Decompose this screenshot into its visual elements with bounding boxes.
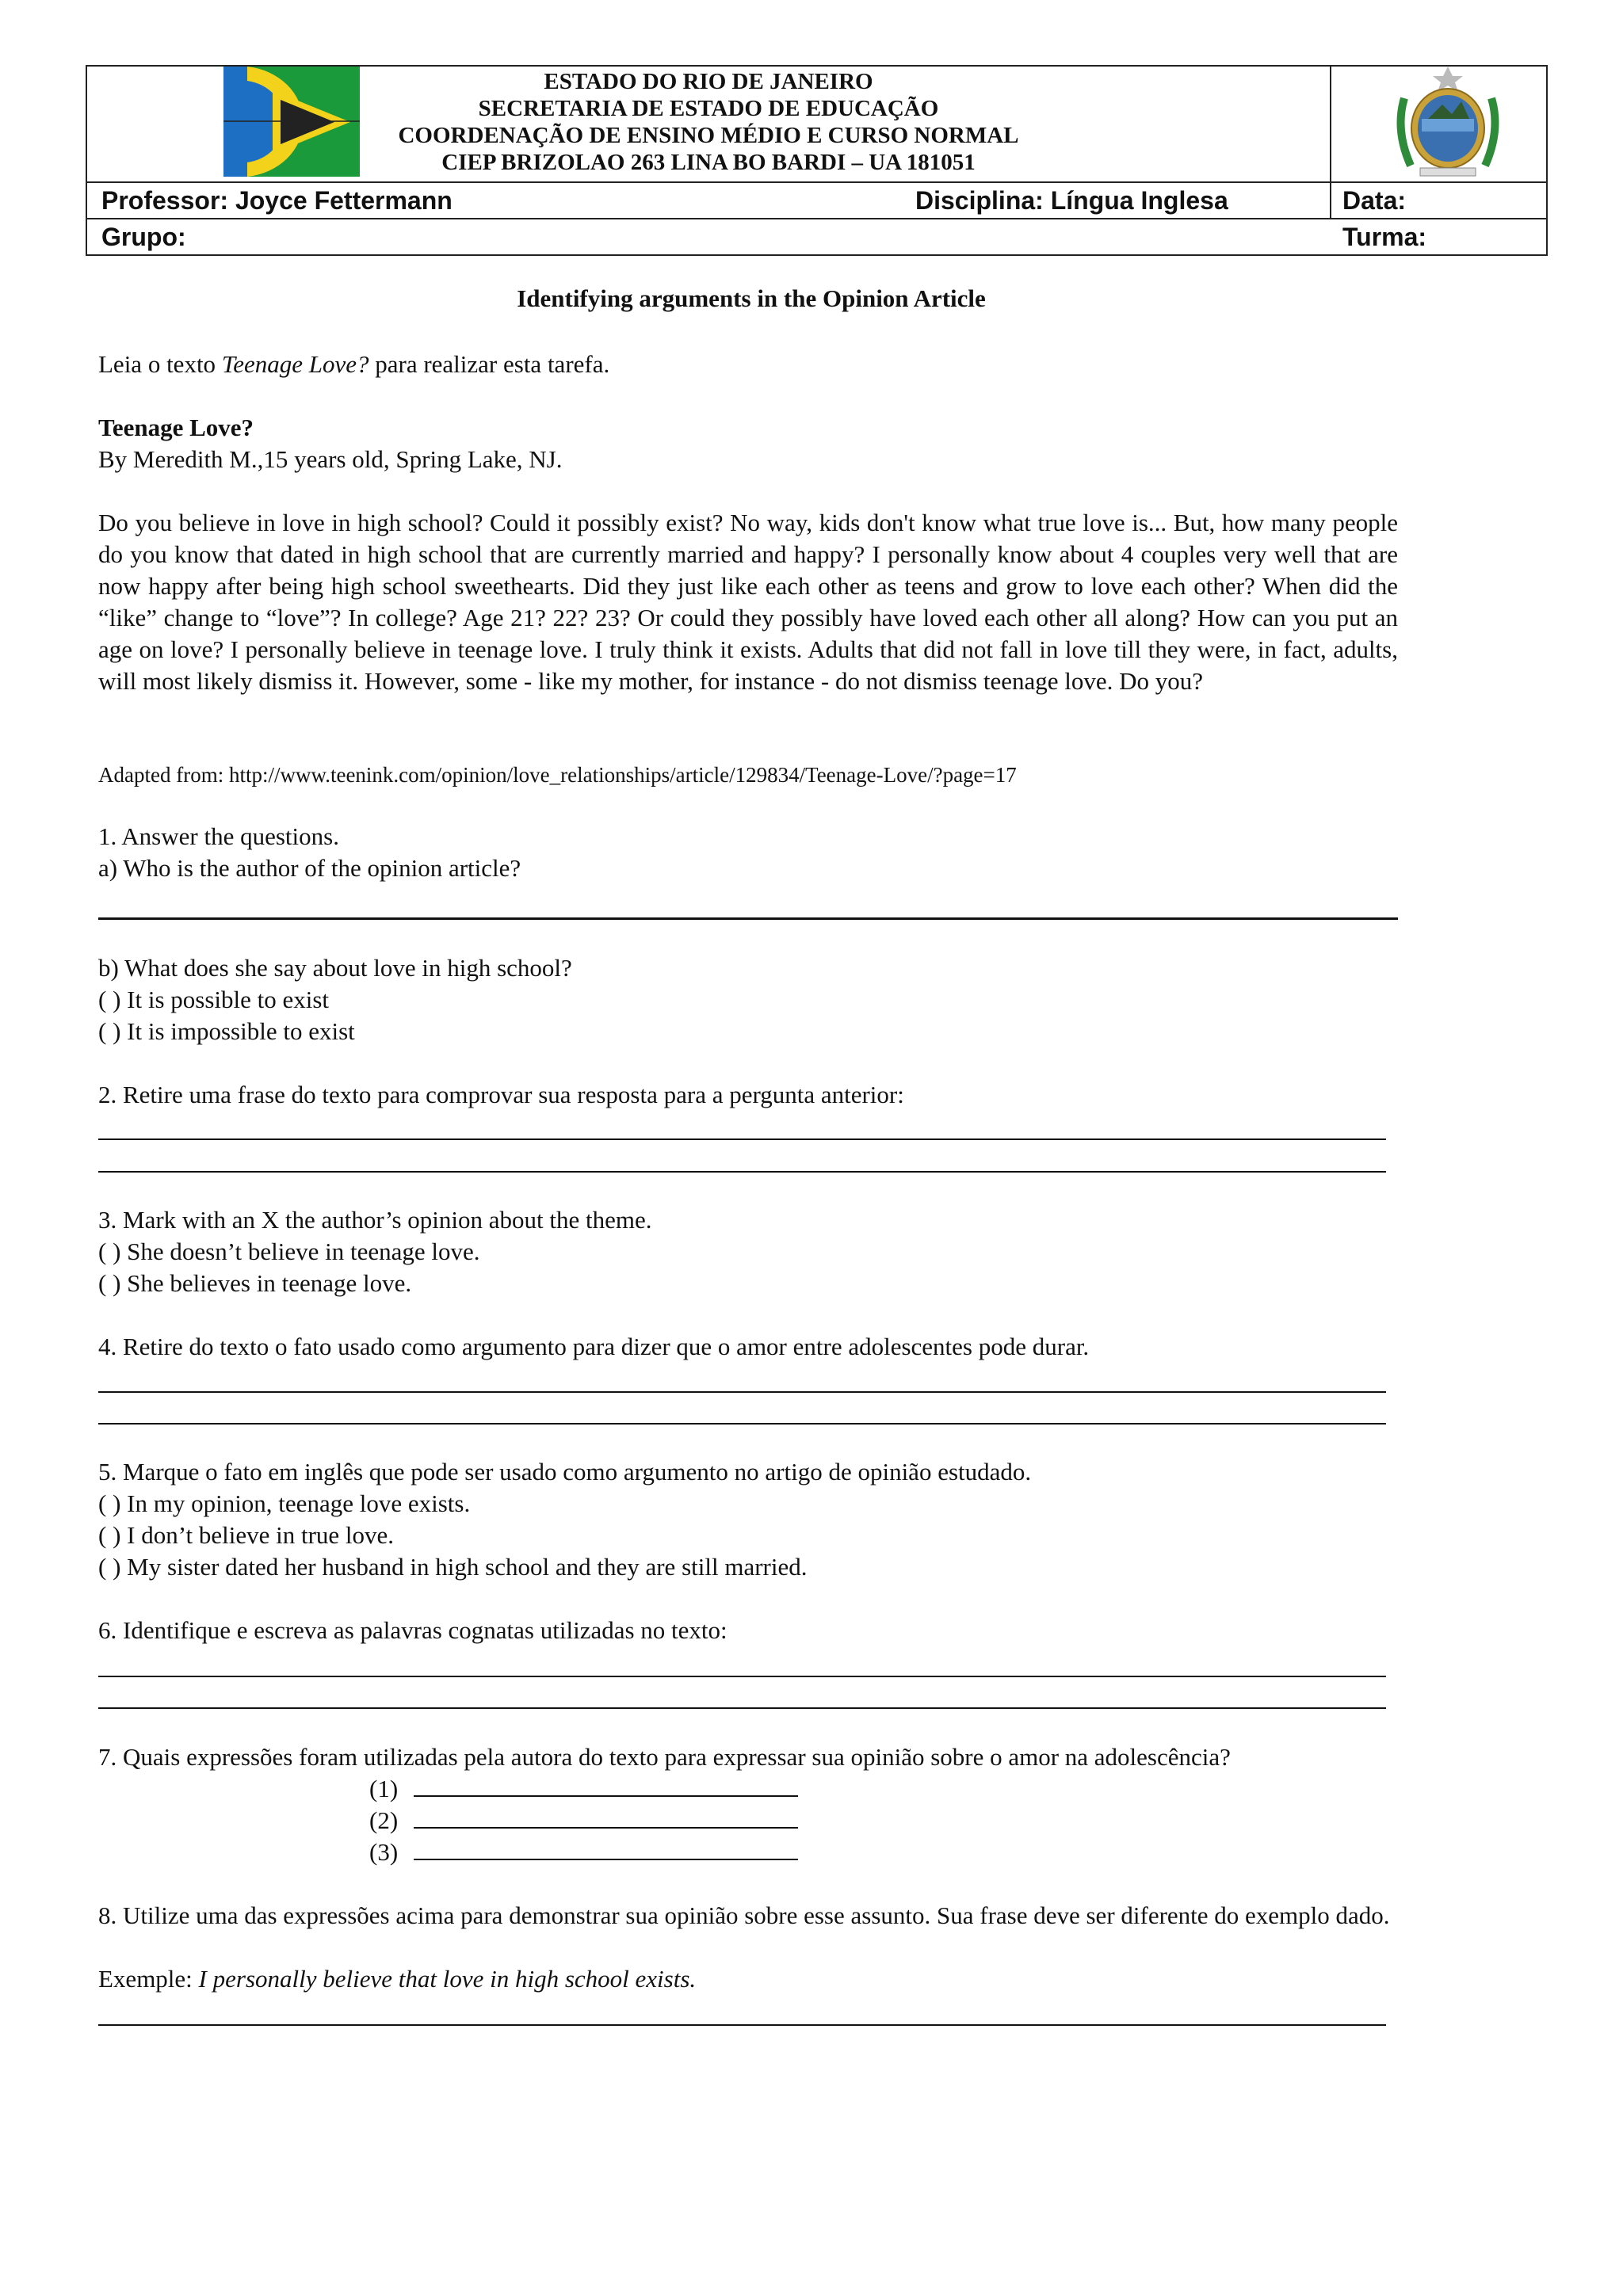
article-title: Teenage Love? [98,414,254,441]
example-sentence: I personally believe that love in high school exists. [198,1965,697,1993]
expression-number: (3) [369,1838,399,1866]
question-2: 2. Retire uma frase do texto para comprovar sua resposta para a pergunta anterior: [98,1081,904,1108]
expression-item [369,1836,798,1868]
example-label: Exemple: [98,1965,199,1993]
data-label: Data: [1342,186,1407,215]
answer-line-4a[interactable] [98,1391,1386,1393]
expression-line[interactable] [414,1773,798,1797]
article-byline: By Meredith M.,15 years old, Spring Lake, NJ. [98,445,563,473]
answer-line-4b[interactable] [98,1423,1386,1425]
option-5-2[interactable]: ( ) I don’t believe in true love. [98,1521,395,1549]
expression-line[interactable] [414,1805,798,1829]
intro-before: Leia o texto [98,350,222,378]
article-source: Adapted from: http://www.teenink.com/opinion/love_relationships/article/129834/Teenage-Love/?page=17 [98,763,1017,787]
disciplina-label: Disciplina: Língua Inglesa [915,186,1228,215]
question-1a: a) Who is the author of the opinion article? [98,854,521,882]
institution-line: COORDENAÇÃO DE ENSINO MÉDIO E CURSO NORMAL [398,123,1019,148]
answer-line-8[interactable] [98,2024,1386,2026]
answer-line-1a[interactable] [98,917,1398,920]
question-7: 7. Quais expressões foram utilizadas pela autora do texto para expressar sua opinião sobre o amor na adolescência? [98,1743,1231,1771]
article-body: Do you believe in love in high school? Could it possibly exist? No way, kids don't know what true love is... But, how many people do you know that dated in high school that are currently married and happy? I personally know about 4 couples very well that are now happy after being high school sweethearts. Did they just like each other as teens and grow to love each other? When did the “like” change to “love”? In college? Age 21? 22? 23? Or could they possibly have loved each other all along? How can you put an age on love? I personally believe in teenage love. I truly think it exists. Adults that did not fall in love till they were, in fact, adults, will most likely dismiss it. However, some - like my mother, for instance - do not dismiss teenage love. Do you? [98,509,1398,695]
worksheet-title: Identifying arguments in the Opinion Article [517,284,986,312]
question-1: 1. Answer the questions. [98,822,339,850]
expression-item [369,1773,798,1805]
question-3: 3. Mark with an X the author’s opinion about the theme. [98,1206,652,1234]
answer-line-6a[interactable] [98,1676,1386,1677]
question-6: 6. Identifique e escreva as palavras cognatas utilizadas no texto: [98,1616,727,1644]
option-5-3[interactable]: ( ) My sister dated her husband in high school and they are still married. [98,1553,808,1581]
institution-line: SECRETARIA DE ESTADO DE EDUCAÇÃO [478,96,939,121]
expression-number: (2) [369,1806,399,1834]
turma-label: Turma: [1342,223,1427,251]
option-5-1[interactable]: ( ) In my opinion, teenage love exists. [98,1489,471,1517]
question-1b: b) What does she say about love in high school? [98,954,572,982]
option-1b-1[interactable]: ( ) It is possible to exist [98,986,330,1013]
intro-after: para realizar esta tarefa. [369,350,610,378]
question-8-example [98,1963,696,1995]
institution-line: ESTADO DO RIO DE JANEIRO [544,69,873,94]
professor-label: Professor: Joyce Fettermann [101,186,453,215]
intro-italic: Teenage Love? [221,350,369,378]
question-5: 5. Marque o fato em inglês que pode ser usado como argumento no artigo de opinião estudado. [98,1458,1032,1486]
worksheet-content [98,0,1398,2296]
intro-text [98,349,609,380]
option-1b-2[interactable]: ( ) It is impossible to exist [98,1017,355,1045]
grupo-label: Grupo: [101,223,186,251]
question-4: 4. Retire do texto o fato usado como argumento para dizer que o amor entre adolescentes pode durar. [98,1333,1090,1360]
expression-item [369,1805,798,1836]
expression-line[interactable] [414,1836,798,1860]
question-8: 8. Utilize uma das expressões acima para demonstrar sua opinião sobre esse assunto. Sua frase deve ser diferente do exemplo dado. [98,1901,1390,1929]
answer-line-2a[interactable] [98,1138,1386,1140]
expression-number: (1) [369,1775,399,1802]
option-3-2[interactable]: ( ) She believes in teenage love. [98,1269,412,1297]
answer-line-6b[interactable] [98,1707,1386,1709]
institution-line: CIEP BRIZOLAO 263 LINA BO BARDI – UA 181051 [441,150,976,175]
option-3-1[interactable]: ( ) She doesn’t believe in teenage love. [98,1238,480,1265]
answer-line-2b[interactable] [98,1171,1386,1173]
